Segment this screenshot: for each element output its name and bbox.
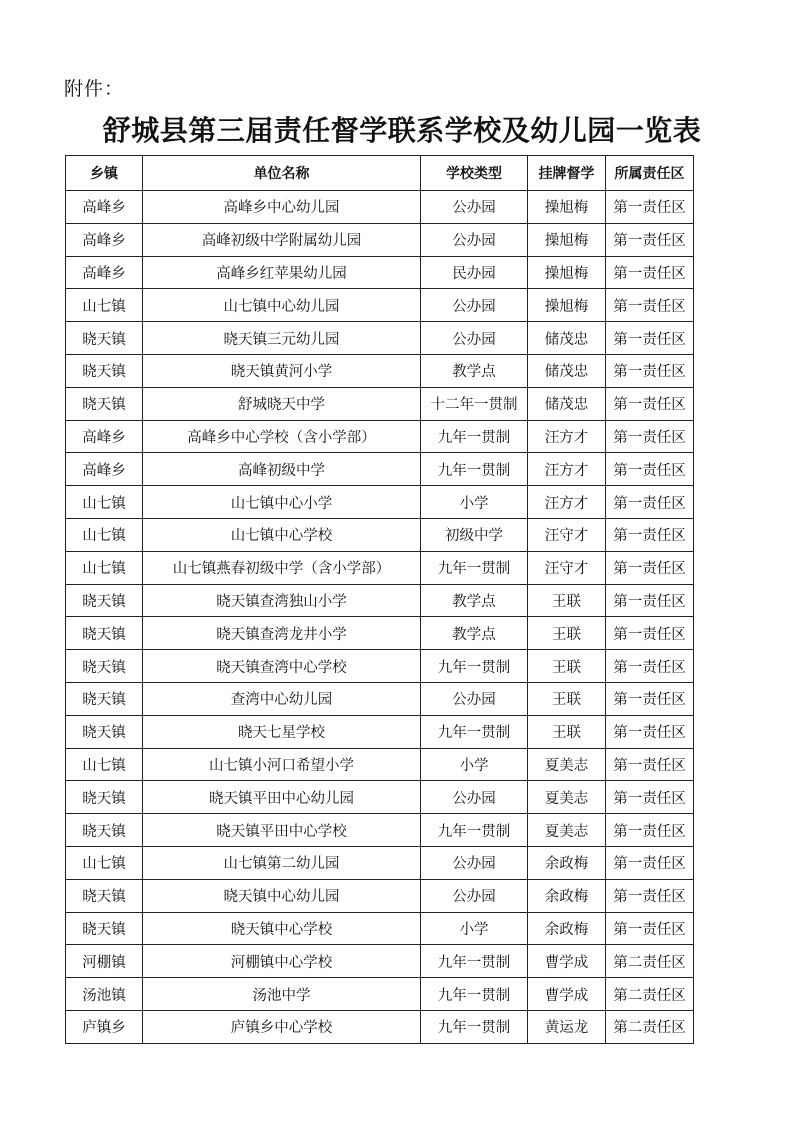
cell-unit-name: 晓天镇中心学校 (143, 912, 421, 945)
cell-unit-name: 山七镇中心小学 (143, 486, 421, 519)
cell-unit-name: 晓天七星学校 (143, 715, 421, 748)
cell-unit-name: 山七镇中心幼儿园 (143, 289, 421, 322)
cell-district: 第二责任区 (606, 1010, 694, 1043)
cell-district: 第一责任区 (606, 289, 694, 322)
cell-supervisor: 余政梅 (528, 879, 606, 912)
table-row (66, 420, 694, 453)
cell-unit-name: 晓天镇查湾中心学校 (143, 650, 421, 683)
header-supervisor: 挂牌督学 (528, 156, 606, 191)
cell-township: 晓天镇 (66, 354, 143, 387)
cell-unit-name: 高峰初级中学附属幼儿园 (143, 223, 421, 256)
cell-township: 晓天镇 (66, 912, 143, 945)
cell-district: 第一责任区 (606, 715, 694, 748)
cell-unit-name: 高峰乡红苹果幼儿园 (143, 256, 421, 289)
cell-unit-name: 高峰乡中心幼儿园 (143, 191, 421, 224)
cell-township: 山七镇 (66, 289, 143, 322)
cell-school-type: 教学点 (421, 584, 528, 617)
cell-school-type: 公办园 (421, 191, 528, 224)
table-row (66, 486, 694, 519)
cell-school-type: 教学点 (421, 617, 528, 650)
cell-school-type: 公办园 (421, 781, 528, 814)
cell-district: 第一责任区 (606, 387, 694, 420)
cell-supervisor: 操旭梅 (528, 256, 606, 289)
table-row (66, 191, 694, 224)
table-row (66, 879, 694, 912)
cell-supervisor: 汪方才 (528, 420, 606, 453)
cell-supervisor: 夏美志 (528, 814, 606, 847)
table-body (66, 191, 694, 1044)
cell-school-type: 公办园 (421, 879, 528, 912)
cell-unit-name: 晓天镇查湾龙井小学 (143, 617, 421, 650)
cell-school-type: 公办园 (421, 223, 528, 256)
cell-district: 第一责任区 (606, 682, 694, 715)
cell-supervisor: 王联 (528, 715, 606, 748)
cell-township: 山七镇 (66, 551, 143, 584)
cell-supervisor: 操旭梅 (528, 289, 606, 322)
table-row (66, 387, 694, 420)
cell-district: 第一责任区 (606, 453, 694, 486)
cell-district: 第一责任区 (606, 846, 694, 879)
cell-supervisor: 曹学成 (528, 978, 606, 1011)
cell-district: 第一责任区 (606, 322, 694, 355)
cell-unit-name: 晓天镇平田中心学校 (143, 814, 421, 847)
cell-supervisor: 王联 (528, 650, 606, 683)
cell-supervisor: 汪守才 (528, 518, 606, 551)
cell-school-type: 九年一贯制 (421, 1010, 528, 1043)
table-row (66, 945, 694, 978)
cell-school-type: 公办园 (421, 289, 528, 322)
cell-unit-name: 晓天镇查湾独山小学 (143, 584, 421, 617)
cell-school-type: 公办园 (421, 682, 528, 715)
cell-school-type: 九年一贯制 (421, 420, 528, 453)
table-row (66, 256, 694, 289)
cell-district: 第二责任区 (606, 978, 694, 1011)
cell-township: 山七镇 (66, 518, 143, 551)
cell-township: 山七镇 (66, 486, 143, 519)
cell-township: 高峰乡 (66, 191, 143, 224)
header-township: 乡镇 (66, 156, 143, 191)
cell-supervisor: 王联 (528, 617, 606, 650)
cell-unit-name: 庐镇乡中心学校 (143, 1010, 421, 1043)
cell-school-type: 九年一贯制 (421, 814, 528, 847)
cell-supervisor: 操旭梅 (528, 191, 606, 224)
table-row (66, 617, 694, 650)
cell-district: 第一责任区 (606, 814, 694, 847)
table-row (66, 748, 694, 781)
cell-township: 晓天镇 (66, 682, 143, 715)
cell-supervisor: 汪守才 (528, 551, 606, 584)
cell-supervisor: 王联 (528, 584, 606, 617)
cell-supervisor: 汪方才 (528, 486, 606, 519)
cell-unit-name: 山七镇中心学校 (143, 518, 421, 551)
table-row (66, 1010, 694, 1043)
cell-township: 高峰乡 (66, 453, 143, 486)
cell-unit-name: 晓天镇三元幼儿园 (143, 322, 421, 355)
cell-school-type: 公办园 (421, 322, 528, 355)
cell-township: 晓天镇 (66, 715, 143, 748)
cell-unit-name: 山七镇第二幼儿园 (143, 846, 421, 879)
cell-supervisor: 夏美志 (528, 748, 606, 781)
cell-supervisor: 余政梅 (528, 912, 606, 945)
cell-township: 晓天镇 (66, 617, 143, 650)
cell-district: 第一责任区 (606, 879, 694, 912)
cell-township: 晓天镇 (66, 781, 143, 814)
header-district: 所属责任区 (606, 156, 694, 191)
table-row (66, 650, 694, 683)
cell-school-type: 九年一贯制 (421, 978, 528, 1011)
cell-district: 第一责任区 (606, 584, 694, 617)
cell-township: 高峰乡 (66, 223, 143, 256)
cell-supervisor: 汪方才 (528, 453, 606, 486)
cell-school-type: 九年一贯制 (421, 551, 528, 584)
cell-school-type: 九年一贯制 (421, 453, 528, 486)
cell-supervisor: 操旭梅 (528, 223, 606, 256)
cell-district: 第一责任区 (606, 781, 694, 814)
cell-district: 第一责任区 (606, 518, 694, 551)
table-row (66, 814, 694, 847)
table-header-row (66, 156, 694, 191)
table-row (66, 518, 694, 551)
cell-district: 第一责任区 (606, 748, 694, 781)
table-row (66, 584, 694, 617)
cell-school-type: 初级中学 (421, 518, 528, 551)
cell-township: 河棚镇 (66, 945, 143, 978)
cell-supervisor: 储茂忠 (528, 387, 606, 420)
cell-unit-name: 河棚镇中心学校 (143, 945, 421, 978)
table-row (66, 715, 694, 748)
cell-school-type: 民办园 (421, 256, 528, 289)
cell-township: 汤池镇 (66, 978, 143, 1011)
cell-district: 第一责任区 (606, 223, 694, 256)
table-row (66, 781, 694, 814)
cell-school-type: 九年一贯制 (421, 650, 528, 683)
cell-township: 晓天镇 (66, 584, 143, 617)
cell-district: 第一责任区 (606, 191, 694, 224)
table-row (66, 978, 694, 1011)
cell-district: 第一责任区 (606, 617, 694, 650)
attachment-label: 附件： (64, 78, 125, 100)
cell-township: 晓天镇 (66, 814, 143, 847)
header-school-type: 学校类型 (421, 156, 528, 191)
cell-supervisor: 曹学成 (528, 945, 606, 978)
cell-township: 晓天镇 (66, 387, 143, 420)
table-row (66, 354, 694, 387)
table-row (66, 551, 694, 584)
cell-district: 第一责任区 (606, 420, 694, 453)
cell-district: 第一责任区 (606, 551, 694, 584)
cell-unit-name: 舒城晓天中学 (143, 387, 421, 420)
cell-unit-name: 山七镇燕春初级中学（含小学部） (143, 551, 421, 584)
cell-supervisor: 黄运龙 (528, 1010, 606, 1043)
cell-school-type: 十二年一贯制 (421, 387, 528, 420)
cell-township: 高峰乡 (66, 420, 143, 453)
cell-district: 第一责任区 (606, 486, 694, 519)
table-row (66, 322, 694, 355)
header-unit-name: 单位名称 (143, 156, 421, 191)
cell-township: 晓天镇 (66, 322, 143, 355)
cell-district: 第一责任区 (606, 912, 694, 945)
cell-school-type: 九年一贯制 (421, 945, 528, 978)
cell-district: 第一责任区 (606, 650, 694, 683)
cell-unit-name: 山七镇小河口希望小学 (143, 748, 421, 781)
table-row (66, 682, 694, 715)
cell-township: 晓天镇 (66, 879, 143, 912)
table-row (66, 453, 694, 486)
cell-supervisor: 储茂忠 (528, 322, 606, 355)
school-table (65, 155, 694, 1044)
cell-unit-name: 晓天镇平田中心幼儿园 (143, 781, 421, 814)
cell-township: 庐镇乡 (66, 1010, 143, 1043)
cell-school-type: 小学 (421, 912, 528, 945)
cell-district: 第一责任区 (606, 256, 694, 289)
cell-unit-name: 晓天镇中心幼儿园 (143, 879, 421, 912)
cell-district: 第一责任区 (606, 354, 694, 387)
cell-unit-name: 晓天镇黄河小学 (143, 354, 421, 387)
table-row (66, 223, 694, 256)
document-title: 舒城县第三届责任督学联系学校及幼儿园一览表 (102, 114, 702, 147)
cell-school-type: 九年一贯制 (421, 715, 528, 748)
cell-township: 晓天镇 (66, 650, 143, 683)
table-row (66, 846, 694, 879)
cell-township: 山七镇 (66, 748, 143, 781)
table-row (66, 912, 694, 945)
cell-unit-name: 高峰初级中学 (143, 453, 421, 486)
cell-supervisor: 余政梅 (528, 846, 606, 879)
cell-school-type: 教学点 (421, 354, 528, 387)
cell-unit-name: 汤池中学 (143, 978, 421, 1011)
cell-school-type: 公办园 (421, 846, 528, 879)
cell-supervisor: 储茂忠 (528, 354, 606, 387)
cell-unit-name: 高峰乡中心学校（含小学部） (143, 420, 421, 453)
cell-supervisor: 王联 (528, 682, 606, 715)
cell-township: 山七镇 (66, 846, 143, 879)
table-row (66, 289, 694, 322)
cell-school-type: 小学 (421, 486, 528, 519)
cell-unit-name: 查湾中心幼儿园 (143, 682, 421, 715)
cell-school-type: 小学 (421, 748, 528, 781)
cell-township: 高峰乡 (66, 256, 143, 289)
cell-supervisor: 夏美志 (528, 781, 606, 814)
cell-district: 第二责任区 (606, 945, 694, 978)
